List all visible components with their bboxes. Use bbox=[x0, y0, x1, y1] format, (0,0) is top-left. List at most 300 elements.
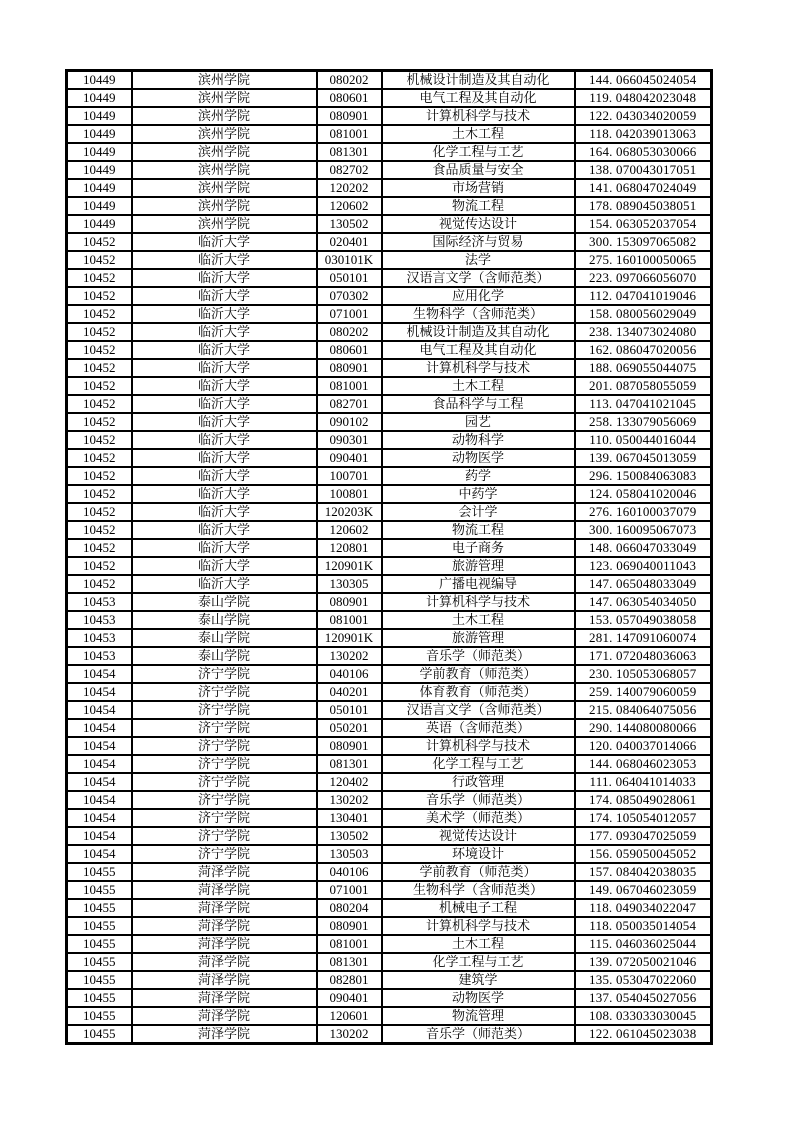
school-name-cell: 滨州学院 bbox=[132, 197, 317, 215]
score-cell: 296. 150084063083 bbox=[575, 467, 712, 485]
score-cell: 111. 064041014033 bbox=[575, 773, 712, 791]
school-name-cell: 临沂大学 bbox=[132, 359, 317, 377]
major-code-cell: 040106 bbox=[317, 665, 382, 683]
score-cell: 139. 067045013059 bbox=[575, 449, 712, 467]
major-code-cell: 040106 bbox=[317, 863, 382, 881]
table-row bbox=[67, 593, 712, 611]
table-row bbox=[67, 971, 712, 989]
major-code-cell: 120901K bbox=[317, 629, 382, 647]
score-cell: 238. 134073024080 bbox=[575, 323, 712, 341]
school-code-cell: 10452 bbox=[67, 413, 132, 431]
school-name-cell: 临沂大学 bbox=[132, 557, 317, 575]
table-row bbox=[67, 881, 712, 899]
school-name-cell: 泰山学院 bbox=[132, 593, 317, 611]
score-cell: 153. 057049038058 bbox=[575, 611, 712, 629]
school-name-cell: 济宁学院 bbox=[132, 701, 317, 719]
school-code-cell: 10452 bbox=[67, 449, 132, 467]
school-code-cell: 10452 bbox=[67, 431, 132, 449]
school-code-cell: 10454 bbox=[67, 809, 132, 827]
school-code-cell: 10449 bbox=[67, 107, 132, 125]
major-code-cell: 100701 bbox=[317, 467, 382, 485]
school-code-cell: 10455 bbox=[67, 953, 132, 971]
table-row bbox=[67, 827, 712, 845]
score-cell: 124. 058041020046 bbox=[575, 485, 712, 503]
school-code-cell: 10454 bbox=[67, 791, 132, 809]
major-name-cell: 学前教育（师范类） bbox=[382, 863, 575, 881]
major-name-cell: 学前教育（师范类） bbox=[382, 665, 575, 683]
table-row bbox=[67, 485, 712, 503]
school-name-cell: 济宁学院 bbox=[132, 809, 317, 827]
major-name-cell: 广播电视编导 bbox=[382, 575, 575, 593]
table-row bbox=[67, 845, 712, 863]
school-code-cell: 10449 bbox=[67, 179, 132, 197]
major-code-cell: 100801 bbox=[317, 485, 382, 503]
major-name-cell: 计算机科学与技术 bbox=[382, 107, 575, 125]
score-cell: 122. 061045023038 bbox=[575, 1025, 712, 1044]
major-code-cell: 120202 bbox=[317, 179, 382, 197]
score-cell: 149. 067046023059 bbox=[575, 881, 712, 899]
table-row bbox=[67, 323, 712, 341]
school-name-cell: 临沂大学 bbox=[132, 413, 317, 431]
school-code-cell: 10454 bbox=[67, 773, 132, 791]
table-row bbox=[67, 71, 712, 90]
school-name-cell: 菏泽学院 bbox=[132, 899, 317, 917]
school-name-cell: 临沂大学 bbox=[132, 431, 317, 449]
table-row bbox=[67, 107, 712, 125]
major-name-cell: 化学工程与工艺 bbox=[382, 143, 575, 161]
school-code-cell: 10452 bbox=[67, 539, 132, 557]
table-row bbox=[67, 233, 712, 251]
school-name-cell: 济宁学院 bbox=[132, 755, 317, 773]
major-name-cell: 旅游管理 bbox=[382, 557, 575, 575]
school-code-cell: 10455 bbox=[67, 989, 132, 1007]
major-code-cell: 070302 bbox=[317, 287, 382, 305]
school-code-cell: 10452 bbox=[67, 269, 132, 287]
major-code-cell: 080901 bbox=[317, 917, 382, 935]
score-cell: 276. 160100037079 bbox=[575, 503, 712, 521]
major-code-cell: 080202 bbox=[317, 323, 382, 341]
school-code-cell: 10452 bbox=[67, 575, 132, 593]
major-code-cell: 080202 bbox=[317, 71, 382, 90]
major-name-cell: 汉语言文学（含师范类） bbox=[382, 701, 575, 719]
school-name-cell: 临沂大学 bbox=[132, 233, 317, 251]
score-cell: 110. 050044016044 bbox=[575, 431, 712, 449]
major-name-cell: 机械设计制造及其自动化 bbox=[382, 71, 575, 90]
school-name-cell: 菏泽学院 bbox=[132, 971, 317, 989]
school-name-cell: 泰山学院 bbox=[132, 611, 317, 629]
major-name-cell: 建筑学 bbox=[382, 971, 575, 989]
school-code-cell: 10454 bbox=[67, 845, 132, 863]
school-code-cell: 10449 bbox=[67, 161, 132, 179]
major-code-cell: 130502 bbox=[317, 827, 382, 845]
score-cell: 258. 133079056069 bbox=[575, 413, 712, 431]
major-name-cell: 土木工程 bbox=[382, 377, 575, 395]
school-code-cell: 10454 bbox=[67, 665, 132, 683]
score-cell: 144. 066045024054 bbox=[575, 71, 712, 90]
major-name-cell: 物流工程 bbox=[382, 521, 575, 539]
school-code-cell: 10453 bbox=[67, 611, 132, 629]
major-code-cell: 050101 bbox=[317, 269, 382, 287]
score-cell: 162. 086047020056 bbox=[575, 341, 712, 359]
school-name-cell: 滨州学院 bbox=[132, 107, 317, 125]
major-name-cell: 体育教育（师范类） bbox=[382, 683, 575, 701]
school-name-cell: 临沂大学 bbox=[132, 449, 317, 467]
school-name-cell: 泰山学院 bbox=[132, 629, 317, 647]
score-cell: 112. 047041019046 bbox=[575, 287, 712, 305]
school-code-cell: 10454 bbox=[67, 827, 132, 845]
school-code-cell: 10449 bbox=[67, 197, 132, 215]
table-row bbox=[67, 719, 712, 737]
major-code-cell: 120602 bbox=[317, 197, 382, 215]
table-row bbox=[67, 251, 712, 269]
score-cell: 158. 080056029049 bbox=[575, 305, 712, 323]
school-name-cell: 济宁学院 bbox=[132, 665, 317, 683]
major-code-cell: 090102 bbox=[317, 413, 382, 431]
table-row bbox=[67, 1025, 712, 1044]
major-name-cell: 计算机科学与技术 bbox=[382, 359, 575, 377]
table-row bbox=[67, 161, 712, 179]
school-code-cell: 10452 bbox=[67, 395, 132, 413]
major-name-cell: 音乐学（师范类） bbox=[382, 647, 575, 665]
major-name-cell: 化学工程与工艺 bbox=[382, 755, 575, 773]
school-name-cell: 临沂大学 bbox=[132, 269, 317, 287]
table-row bbox=[67, 809, 712, 827]
table-row bbox=[67, 215, 712, 233]
table-row bbox=[67, 125, 712, 143]
major-name-cell: 中药学 bbox=[382, 485, 575, 503]
school-name-cell: 临沂大学 bbox=[132, 251, 317, 269]
score-cell: 259. 140079060059 bbox=[575, 683, 712, 701]
major-code-cell: 080204 bbox=[317, 899, 382, 917]
major-code-cell: 120402 bbox=[317, 773, 382, 791]
major-name-cell: 动物医学 bbox=[382, 449, 575, 467]
major-name-cell: 汉语言文学（含师范类） bbox=[382, 269, 575, 287]
school-code-cell: 10454 bbox=[67, 701, 132, 719]
table-row bbox=[67, 629, 712, 647]
major-name-cell: 食品科学与工程 bbox=[382, 395, 575, 413]
table-row bbox=[67, 287, 712, 305]
table-row bbox=[67, 935, 712, 953]
table-row bbox=[67, 683, 712, 701]
score-cell: 147. 065048033049 bbox=[575, 575, 712, 593]
score-cell: 157. 084042038035 bbox=[575, 863, 712, 881]
school-code-cell: 10454 bbox=[67, 719, 132, 737]
major-name-cell: 计算机科学与技术 bbox=[382, 917, 575, 935]
school-code-cell: 10449 bbox=[67, 89, 132, 107]
score-cell: 230. 105053068057 bbox=[575, 665, 712, 683]
major-name-cell: 园艺 bbox=[382, 413, 575, 431]
school-name-cell: 济宁学院 bbox=[132, 827, 317, 845]
major-code-cell: 071001 bbox=[317, 305, 382, 323]
major-code-cell: 120203K bbox=[317, 503, 382, 521]
school-name-cell: 济宁学院 bbox=[132, 737, 317, 755]
school-name-cell: 泰山学院 bbox=[132, 647, 317, 665]
score-cell: 300. 153097065082 bbox=[575, 233, 712, 251]
major-name-cell: 动物医学 bbox=[382, 989, 575, 1007]
school-name-cell: 临沂大学 bbox=[132, 467, 317, 485]
major-code-cell: 090401 bbox=[317, 989, 382, 1007]
score-cell: 113. 047041021045 bbox=[575, 395, 712, 413]
major-code-cell: 081301 bbox=[317, 953, 382, 971]
major-code-cell: 020401 bbox=[317, 233, 382, 251]
major-name-cell: 生物科学（含师范类） bbox=[382, 881, 575, 899]
table-row bbox=[67, 773, 712, 791]
school-code-cell: 10452 bbox=[67, 467, 132, 485]
school-name-cell: 临沂大学 bbox=[132, 305, 317, 323]
table-row bbox=[67, 665, 712, 683]
school-code-cell: 10455 bbox=[67, 881, 132, 899]
major-name-cell: 食品质量与安全 bbox=[382, 161, 575, 179]
school-code-cell: 10452 bbox=[67, 359, 132, 377]
major-code-cell: 090301 bbox=[317, 431, 382, 449]
score-cell: 108. 033033030045 bbox=[575, 1007, 712, 1025]
score-cell: 122. 043034020059 bbox=[575, 107, 712, 125]
school-code-cell: 10452 bbox=[67, 377, 132, 395]
school-name-cell: 菏泽学院 bbox=[132, 935, 317, 953]
table-row bbox=[67, 179, 712, 197]
score-cell: 164. 068053030066 bbox=[575, 143, 712, 161]
school-code-cell: 10452 bbox=[67, 341, 132, 359]
score-cell: 223. 097066056070 bbox=[575, 269, 712, 287]
school-code-cell: 10453 bbox=[67, 647, 132, 665]
table-row bbox=[67, 431, 712, 449]
major-code-cell: 120801 bbox=[317, 539, 382, 557]
major-code-cell: 130305 bbox=[317, 575, 382, 593]
school-code-cell: 10452 bbox=[67, 287, 132, 305]
score-cell: 138. 070043017051 bbox=[575, 161, 712, 179]
school-code-cell: 10452 bbox=[67, 323, 132, 341]
school-code-cell: 10455 bbox=[67, 899, 132, 917]
score-cell: 281. 147091060074 bbox=[575, 629, 712, 647]
school-name-cell: 济宁学院 bbox=[132, 719, 317, 737]
school-code-cell: 10452 bbox=[67, 485, 132, 503]
table-row bbox=[67, 701, 712, 719]
major-name-cell: 音乐学（师范类） bbox=[382, 791, 575, 809]
school-name-cell: 临沂大学 bbox=[132, 575, 317, 593]
school-name-cell: 临沂大学 bbox=[132, 287, 317, 305]
major-name-cell: 行政管理 bbox=[382, 773, 575, 791]
major-name-cell: 电气工程及其自动化 bbox=[382, 89, 575, 107]
school-name-cell: 滨州学院 bbox=[132, 143, 317, 161]
major-name-cell: 国际经济与贸易 bbox=[382, 233, 575, 251]
major-code-cell: 130202 bbox=[317, 647, 382, 665]
score-cell: 215. 084064075056 bbox=[575, 701, 712, 719]
school-name-cell: 临沂大学 bbox=[132, 485, 317, 503]
score-cell: 120. 040037014066 bbox=[575, 737, 712, 755]
major-name-cell: 物流管理 bbox=[382, 1007, 575, 1025]
major-name-cell: 旅游管理 bbox=[382, 629, 575, 647]
school-name-cell: 滨州学院 bbox=[132, 71, 317, 90]
major-name-cell: 动物科学 bbox=[382, 431, 575, 449]
score-cell: 118. 042039013063 bbox=[575, 125, 712, 143]
major-code-cell: 081001 bbox=[317, 125, 382, 143]
major-code-cell: 130503 bbox=[317, 845, 382, 863]
school-code-cell: 10452 bbox=[67, 503, 132, 521]
major-code-cell: 130401 bbox=[317, 809, 382, 827]
score-cell: 178. 089045038051 bbox=[575, 197, 712, 215]
major-code-cell: 081001 bbox=[317, 377, 382, 395]
school-name-cell: 滨州学院 bbox=[132, 89, 317, 107]
school-code-cell: 10455 bbox=[67, 935, 132, 953]
score-cell: 118. 049034022047 bbox=[575, 899, 712, 917]
table-row bbox=[67, 557, 712, 575]
major-name-cell: 土木工程 bbox=[382, 125, 575, 143]
school-name-cell: 济宁学院 bbox=[132, 773, 317, 791]
major-code-cell: 080901 bbox=[317, 737, 382, 755]
school-name-cell: 滨州学院 bbox=[132, 179, 317, 197]
major-code-cell: 130202 bbox=[317, 791, 382, 809]
score-cell: 147. 063054034050 bbox=[575, 593, 712, 611]
major-name-cell: 应用化学 bbox=[382, 287, 575, 305]
table-row bbox=[67, 395, 712, 413]
school-code-cell: 10449 bbox=[67, 215, 132, 233]
school-name-cell: 菏泽学院 bbox=[132, 1007, 317, 1025]
table-row bbox=[67, 863, 712, 881]
major-name-cell: 物流工程 bbox=[382, 197, 575, 215]
score-cell: 144. 068046023053 bbox=[575, 755, 712, 773]
major-code-cell: 082702 bbox=[317, 161, 382, 179]
table-row bbox=[67, 89, 712, 107]
school-code-cell: 10452 bbox=[67, 305, 132, 323]
school-code-cell: 10455 bbox=[67, 1007, 132, 1025]
table-row bbox=[67, 449, 712, 467]
major-name-cell: 会计学 bbox=[382, 503, 575, 521]
major-code-cell: 080601 bbox=[317, 341, 382, 359]
major-code-cell: 050201 bbox=[317, 719, 382, 737]
school-code-cell: 10452 bbox=[67, 251, 132, 269]
school-name-cell: 菏泽学院 bbox=[132, 881, 317, 899]
major-name-cell: 机械设计制造及其自动化 bbox=[382, 323, 575, 341]
major-name-cell: 视觉传达设计 bbox=[382, 827, 575, 845]
table-row bbox=[67, 143, 712, 161]
table-row bbox=[67, 539, 712, 557]
table-row bbox=[67, 791, 712, 809]
major-code-cell: 080901 bbox=[317, 593, 382, 611]
major-code-cell: 071001 bbox=[317, 881, 382, 899]
table-row bbox=[67, 467, 712, 485]
table-row bbox=[67, 359, 712, 377]
school-code-cell: 10454 bbox=[67, 755, 132, 773]
score-cell: 290. 144080080066 bbox=[575, 719, 712, 737]
table-row bbox=[67, 575, 712, 593]
table-row bbox=[67, 377, 712, 395]
admission-scores-table bbox=[65, 69, 713, 1045]
school-code-cell: 10455 bbox=[67, 917, 132, 935]
school-code-cell: 10455 bbox=[67, 971, 132, 989]
school-code-cell: 10455 bbox=[67, 1025, 132, 1044]
school-name-cell: 菏泽学院 bbox=[132, 917, 317, 935]
table-row bbox=[67, 197, 712, 215]
major-name-cell: 电气工程及其自动化 bbox=[382, 341, 575, 359]
major-name-cell: 机械电子工程 bbox=[382, 899, 575, 917]
table-row bbox=[67, 755, 712, 773]
school-code-cell: 10452 bbox=[67, 557, 132, 575]
school-name-cell: 菏泽学院 bbox=[132, 1025, 317, 1044]
school-code-cell: 10452 bbox=[67, 521, 132, 539]
school-name-cell: 济宁学院 bbox=[132, 791, 317, 809]
major-code-cell: 130502 bbox=[317, 215, 382, 233]
table-row bbox=[67, 899, 712, 917]
major-name-cell: 市场营销 bbox=[382, 179, 575, 197]
table-row bbox=[67, 917, 712, 935]
school-name-cell: 济宁学院 bbox=[132, 683, 317, 701]
major-code-cell: 120901K bbox=[317, 557, 382, 575]
major-name-cell: 土木工程 bbox=[382, 611, 575, 629]
major-name-cell: 视觉传达设计 bbox=[382, 215, 575, 233]
score-cell: 300. 160095067073 bbox=[575, 521, 712, 539]
school-code-cell: 10449 bbox=[67, 71, 132, 90]
major-name-cell: 法学 bbox=[382, 251, 575, 269]
school-name-cell: 菏泽学院 bbox=[132, 863, 317, 881]
school-code-cell: 10449 bbox=[67, 143, 132, 161]
table-row bbox=[67, 341, 712, 359]
school-name-cell: 菏泽学院 bbox=[132, 953, 317, 971]
major-name-cell: 美术学（师范类） bbox=[382, 809, 575, 827]
school-name-cell: 临沂大学 bbox=[132, 521, 317, 539]
school-code-cell: 10453 bbox=[67, 629, 132, 647]
score-cell: 188. 069055044075 bbox=[575, 359, 712, 377]
table-row bbox=[67, 305, 712, 323]
major-code-cell: 080901 bbox=[317, 359, 382, 377]
major-name-cell: 环境设计 bbox=[382, 845, 575, 863]
school-name-cell: 临沂大学 bbox=[132, 323, 317, 341]
score-cell: 177. 093047025059 bbox=[575, 827, 712, 845]
school-name-cell: 滨州学院 bbox=[132, 125, 317, 143]
score-cell: 141. 068047024049 bbox=[575, 179, 712, 197]
school-code-cell: 10454 bbox=[67, 737, 132, 755]
score-cell: 171. 072048036063 bbox=[575, 647, 712, 665]
score-cell: 156. 059050045052 bbox=[575, 845, 712, 863]
table-row bbox=[67, 647, 712, 665]
school-name-cell: 菏泽学院 bbox=[132, 989, 317, 1007]
major-name-cell: 计算机科学与技术 bbox=[382, 737, 575, 755]
school-name-cell: 临沂大学 bbox=[132, 395, 317, 413]
major-code-cell: 081001 bbox=[317, 935, 382, 953]
school-name-cell: 临沂大学 bbox=[132, 341, 317, 359]
score-cell: 137. 054045027056 bbox=[575, 989, 712, 1007]
school-name-cell: 临沂大学 bbox=[132, 539, 317, 557]
major-code-cell: 030101K bbox=[317, 251, 382, 269]
school-name-cell: 滨州学院 bbox=[132, 161, 317, 179]
school-code-cell: 10452 bbox=[67, 233, 132, 251]
score-cell: 119. 048042023048 bbox=[575, 89, 712, 107]
major-code-cell: 040201 bbox=[317, 683, 382, 701]
school-name-cell: 临沂大学 bbox=[132, 377, 317, 395]
major-code-cell: 082801 bbox=[317, 971, 382, 989]
table-row bbox=[67, 953, 712, 971]
major-name-cell: 电子商务 bbox=[382, 539, 575, 557]
major-code-cell: 050101 bbox=[317, 701, 382, 719]
major-code-cell: 120601 bbox=[317, 1007, 382, 1025]
school-name-cell: 济宁学院 bbox=[132, 845, 317, 863]
score-cell: 174. 085049028061 bbox=[575, 791, 712, 809]
major-code-cell: 090401 bbox=[317, 449, 382, 467]
score-cell: 123. 069040011043 bbox=[575, 557, 712, 575]
score-cell: 174. 105054012057 bbox=[575, 809, 712, 827]
school-name-cell: 滨州学院 bbox=[132, 215, 317, 233]
major-name-cell: 英语（含师范类） bbox=[382, 719, 575, 737]
major-name-cell: 土木工程 bbox=[382, 935, 575, 953]
scores-table-body bbox=[67, 71, 712, 1044]
table-row bbox=[67, 1007, 712, 1025]
major-code-cell: 120602 bbox=[317, 521, 382, 539]
major-code-cell: 080601 bbox=[317, 89, 382, 107]
school-code-cell: 10453 bbox=[67, 593, 132, 611]
score-cell: 154. 063052037054 bbox=[575, 215, 712, 233]
major-code-cell: 081001 bbox=[317, 611, 382, 629]
score-cell: 148. 066047033049 bbox=[575, 539, 712, 557]
major-code-cell: 130202 bbox=[317, 1025, 382, 1044]
